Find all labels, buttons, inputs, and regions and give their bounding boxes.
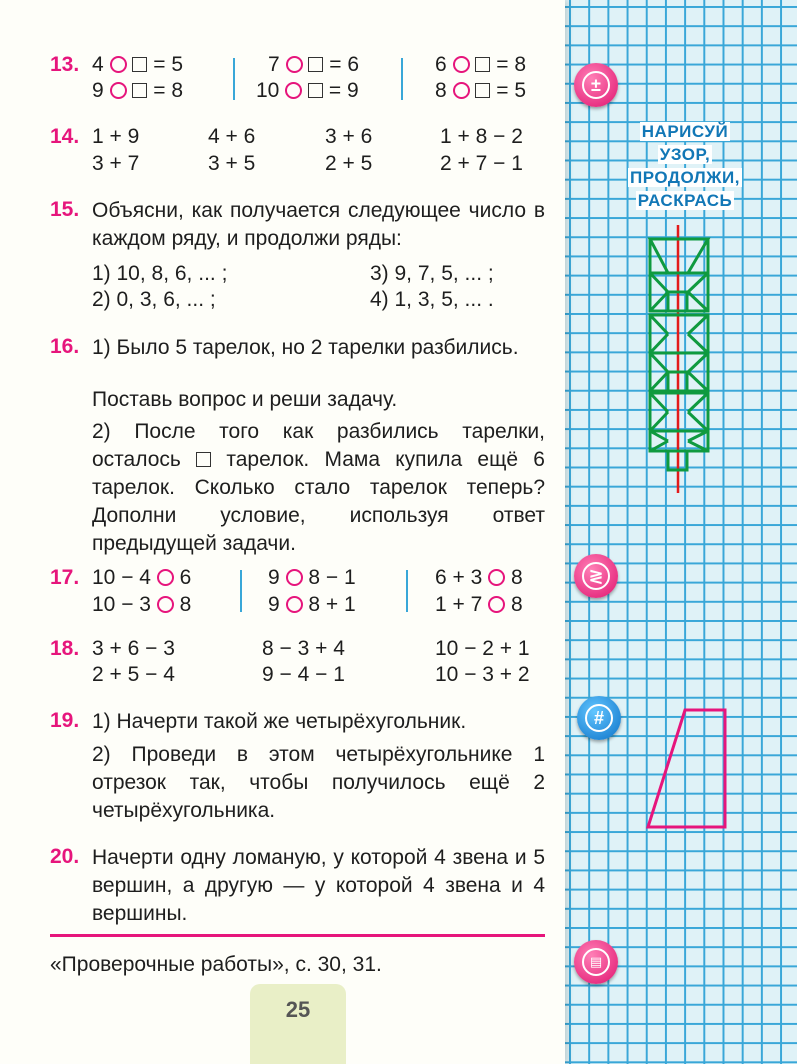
exercise-text: 2) Проведи в этом четырёхугольнике 1 отрезок так, чтобы получилось ещё 2 четырёхугольника. xyxy=(92,743,545,822)
comparison: 10 − 4 6 xyxy=(92,566,192,589)
comparison: 10 − 3 8 xyxy=(92,593,192,616)
comparison: 9 8 + 1 xyxy=(268,593,356,616)
divider xyxy=(401,58,403,100)
divider-line xyxy=(50,934,545,937)
exercise-text: Поставь вопрос и реши задачу. xyxy=(92,388,398,411)
comparison: 6 + 3 8 xyxy=(435,566,523,589)
exercise-number: 20. xyxy=(50,845,80,868)
exercise-text: 2) После того как разбились тарелки, осталось тарелок. Мама купила ещё 6 тарелок. Сколько стало тарелок теперь? Дополни условие, используя ответ предыдущей задачи. xyxy=(92,420,545,555)
page-number: 25 xyxy=(250,984,346,1064)
pattern-drawing xyxy=(630,225,730,495)
expression: 3 + 5 xyxy=(208,152,256,175)
divider xyxy=(233,58,235,100)
equation: 8 = 5 xyxy=(435,79,526,102)
exercise-text: Начерти одну ломаную, у которой 4 звена и 5 вершин, а другую — у которой 4 звена и 4 вершины. xyxy=(92,846,545,925)
compare-icon: ≷ xyxy=(574,554,618,598)
exercise-text: 1) Начерти такой же четырёхугольник. xyxy=(92,710,467,733)
expression: 10 − 3 + 2 xyxy=(435,663,530,686)
equation: 9 = 8 xyxy=(92,79,183,102)
expression: 2 + 5 xyxy=(325,152,373,175)
exercise-text: 1) Было 5 тарелок, но 2 тарелки разбились. xyxy=(92,336,519,359)
expression: 3 + 6 xyxy=(325,125,373,148)
expression: 9 − 4 − 1 xyxy=(262,663,345,686)
expression: 3 + 6 − 3 xyxy=(92,637,175,660)
exercise-number: 17. xyxy=(50,566,80,589)
expression: 8 − 3 + 4 xyxy=(262,637,345,660)
equation: 4 = 5 xyxy=(92,53,183,76)
exercise-number: 18. xyxy=(50,637,80,660)
hint-label: НАРИСУЙ УЗОР, ПРОДОЛЖИ, РАСКРАСЬ xyxy=(630,122,740,210)
exercise-number: 19. xyxy=(50,709,80,732)
equation: 10 = 9 xyxy=(256,79,359,102)
expression: 1 + 9 xyxy=(92,125,140,148)
divider xyxy=(240,570,242,612)
comparison: 9 8 − 1 xyxy=(268,566,356,589)
exercise-number: 13. xyxy=(50,53,80,76)
book-icon: ▤ xyxy=(574,940,618,984)
plus-minus-icon: ± xyxy=(574,63,618,107)
expression: 10 − 2 + 1 xyxy=(435,637,530,660)
divider xyxy=(406,570,408,612)
expression: 1 + 8 − 2 xyxy=(440,125,523,148)
exercise-number: 15. xyxy=(50,198,80,221)
exercise-number: 14. xyxy=(50,125,80,148)
grid-icon: # xyxy=(577,696,621,740)
expression: 2 + 7 − 1 xyxy=(440,152,523,175)
exercise-text: Объясни, как получается следующее число в каждом ряду, и продолжи ряды: xyxy=(92,199,545,250)
quadrilateral-drawing xyxy=(640,700,740,840)
sequence: 2) 0, 3, 6, ... ; xyxy=(92,288,216,311)
equation: 6 = 8 xyxy=(435,53,526,76)
equation: 7 = 6 xyxy=(268,53,359,76)
exercise-number: 16. xyxy=(50,335,80,358)
expression: 2 + 5 − 4 xyxy=(92,663,175,686)
sequence: 3) 9, 7, 5, ... ; xyxy=(370,262,494,285)
comparison: 1 + 7 8 xyxy=(435,593,523,616)
expression: 4 + 6 xyxy=(208,125,256,148)
sequence: 4) 1, 3, 5, ... . xyxy=(370,288,494,311)
expression: 3 + 7 xyxy=(92,152,140,175)
reference-text: «Проверочные работы», с. 30, 31. xyxy=(50,953,382,976)
sequence: 1) 10, 8, 6, ... ; xyxy=(92,262,228,285)
